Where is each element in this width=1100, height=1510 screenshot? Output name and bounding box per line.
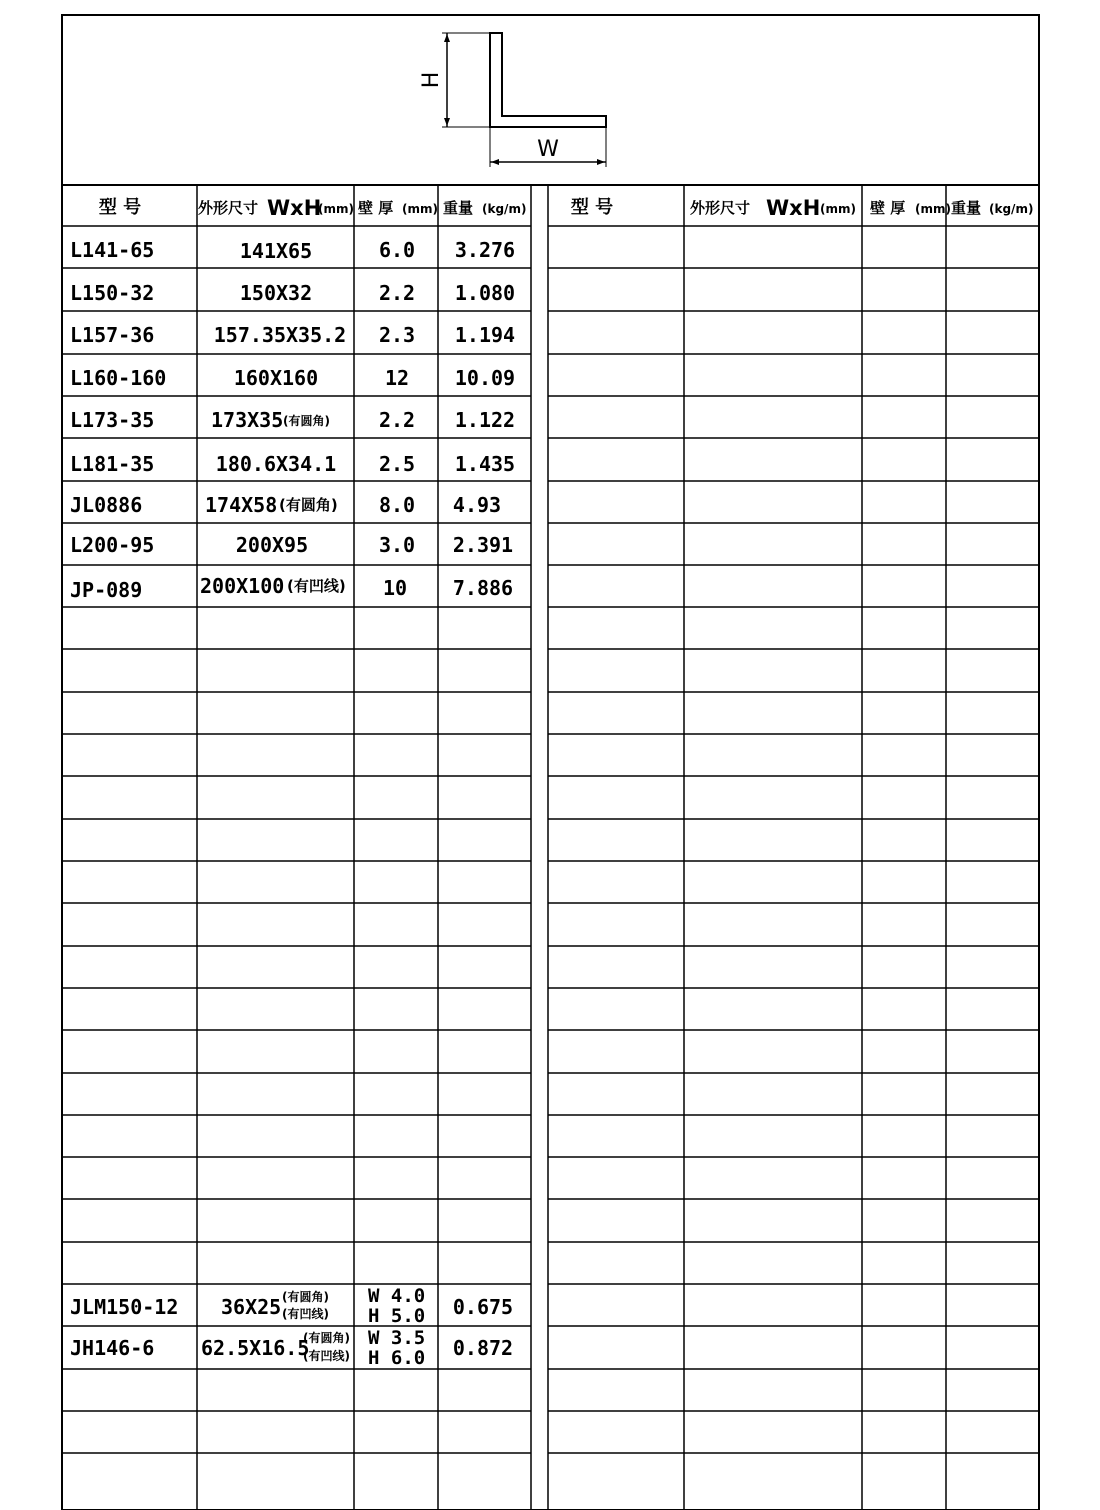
table-row (70, 574, 513, 602)
row-dims: 173X35 (211, 408, 284, 432)
row-wall: 8.0 (378, 493, 416, 517)
table-header-left (99, 196, 527, 220)
row-model: JLM150-12 (70, 1295, 179, 1319)
table-row (70, 408, 515, 432)
row-wall: 2.2 (378, 281, 416, 305)
table-row (70, 1285, 513, 1327)
table-row (70, 281, 515, 305)
row-dims-note: (有凹线) (282, 1307, 329, 1321)
row-model: L157-36 (70, 323, 155, 347)
header-model: 型 号 (98, 197, 142, 218)
row-dims: 200X95 (235, 533, 309, 557)
row-wall-h: H 6.0 (368, 1347, 426, 1369)
row-dims: 180.6X34.1 (215, 452, 337, 476)
row-wall: 3.0 (378, 533, 416, 557)
row-dims-note: (有圆角) (279, 496, 338, 514)
header-wall: 壁 厚 (870, 199, 906, 217)
row-model: L181-35 (70, 452, 155, 476)
row-wall: 10 (382, 576, 408, 600)
row-weight: 3.276 (454, 238, 516, 262)
row-dims-note: (有圆角) (282, 1290, 329, 1304)
row-dims: 157.35X35.2 (213, 323, 347, 347)
row-dims: 141X65 (239, 239, 313, 263)
row-model: JH146-6 (70, 1336, 155, 1360)
table-row (70, 452, 515, 476)
row-model: L141-65 (70, 238, 155, 262)
header-dims-prefix: 外形尺寸 (690, 199, 751, 217)
row-dims: 174X58 (205, 493, 278, 517)
row-wall-h: H 5.0 (368, 1305, 426, 1327)
row-wall-w: W 4.0 (368, 1285, 426, 1307)
row-wall-w: W 3.5 (368, 1327, 426, 1349)
row-dims: 160X160 (233, 366, 319, 390)
row-weight: 0.872 (452, 1336, 514, 1360)
h-dim-label: H (419, 71, 444, 89)
table-row (70, 1327, 513, 1369)
row-model: L150-32 (70, 281, 155, 305)
header-dims-unit: (mm) (318, 202, 354, 216)
header-wall-unit: (mm) (402, 202, 438, 216)
header-wall-unit: (mm) (915, 202, 951, 216)
header-weight-unit: (kg/m) (989, 202, 1034, 216)
table-row (70, 323, 515, 347)
row-dims-note: (有凹线) (287, 577, 346, 595)
row-dims-note: (有圆角) (283, 414, 330, 428)
row-model: L160-160 (70, 366, 167, 390)
row-dims: 150X32 (239, 281, 313, 305)
row-wall: 2.3 (378, 323, 416, 347)
outer-frame (62, 15, 1039, 1510)
header-dims-main: WxH (267, 196, 322, 220)
row-weight: 1.080 (454, 281, 516, 305)
header-dims-unit: (mm) (820, 202, 856, 216)
row-weight: 1.122 (454, 408, 516, 432)
l-profile-diagram (419, 33, 606, 167)
row-dims-note: (有圆角) (303, 1331, 350, 1345)
table-grid (62, 185, 1039, 1510)
table-header-right (571, 196, 1034, 220)
header-weight-unit: (kg/m) (482, 202, 527, 216)
row-weight: 1.435 (454, 452, 516, 476)
table-row (70, 238, 515, 263)
row-model: L200-95 (70, 533, 155, 557)
header-dims-main: WxH (766, 196, 821, 220)
row-weight: 10.09 (454, 366, 516, 390)
table-row (70, 533, 513, 557)
header-weight: 重量 (443, 199, 474, 217)
w-dim-label: W (537, 137, 559, 162)
table-row (70, 493, 501, 517)
row-model: JL0886 (70, 493, 143, 517)
row-dims: 200X100 (200, 574, 285, 598)
row-wall: 6.0 (378, 238, 416, 262)
row-model: L173-35 (70, 408, 155, 432)
header-weight: 重量 (951, 199, 982, 217)
row-model: JP-089 (70, 578, 143, 602)
row-wall: 12 (384, 366, 410, 390)
row-wall: 2.5 (378, 452, 416, 476)
row-weight: 4.93 (452, 493, 502, 517)
row-weight: 7.886 (452, 576, 514, 600)
row-weight: 1.194 (454, 323, 516, 347)
table-row (70, 366, 515, 390)
row-dims: 36X25 (221, 1295, 282, 1319)
row-weight: 0.675 (452, 1295, 514, 1319)
header-model: 型 号 (570, 197, 614, 218)
row-dims-note: (有凹线) (303, 1349, 350, 1363)
header-dims-prefix: 外形尺寸 (198, 199, 259, 217)
header-wall: 壁 厚 (358, 199, 394, 217)
row-dims: 62.5X16.5 (201, 1336, 310, 1360)
l-profile-shape (490, 33, 606, 127)
row-weight: 2.391 (452, 533, 514, 557)
row-wall: 2.2 (378, 408, 416, 432)
